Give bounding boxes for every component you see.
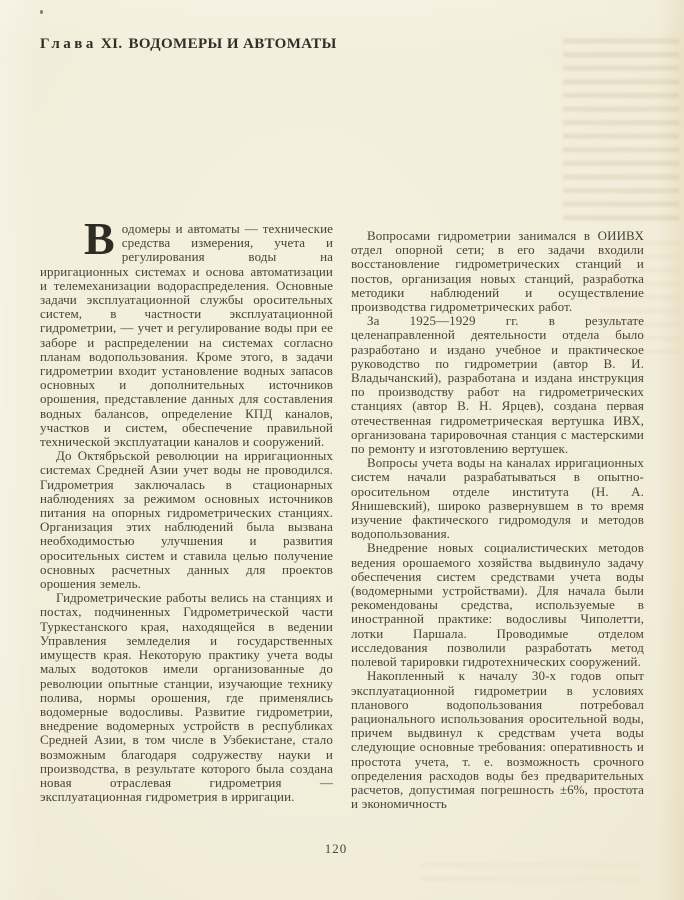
paragraph: До Октябрьской революции на ирригационных системах Средней Азии учет воды не проводился. Гидрометрия заключалась в стационарных наблюдениях за режимом основных источников питания на опорных гидрометрических станциях. Организация этих наблюдений была вызвана необходимостью улучшения и развития оросительных систем и ставила целью получение основных расчетных данных для проектов орошения земель.	[40, 448, 333, 592]
paragraph: Накопленный к началу 30-х годов опыт эксплуатационной гидрометрии в условиях планового водопользования потребовал рационального использования оросительной воды, причем выдвинул к средствам учета воды следующие основные требования: оперативность и простота учета, т. е. возможность срочного определения расходов воды без предварительных расчетов, допустимая погрешность ±6%, простота и экономичность	[351, 668, 644, 812]
chapter-word: Глава	[40, 36, 97, 52]
chapter-title: ВОДОМЕРЫ И АВТОМАТЫ	[128, 36, 337, 52]
paragraph: За 1925—1929 гг. в результате целенаправленной деятельности отдела было разработано и издано учебное и практическое руководство по гидрометрии (автор В. И. Владычанский), разработана и издана инструкция по производству работ на гидрометрических станциях (автор В. Н. Ярцев), создана первая отечественная гидрометрическая вертушка ИВХ, организована тарировочная станция с мастерскими по ремонту и изготовлению вертушек.	[351, 313, 644, 457]
page-number: 120	[324, 841, 348, 856]
paragraph: Вопросы учета воды на каналах ирригационных систем начали разрабатываться в опытно-оросительном отделе института (Н. А. Янишевский), широко развернувшем в то время изучение фактического гидромодуля и методов водопользования.	[351, 455, 644, 542]
paragraph: Гидрометрические работы велись на станциях и постах, подчиненных Гидрометрической части Туркестанского края, находящейся в ведении Управления земледелия и государственных имуществ края. Некоторую практику учета воды малых водотоков имели организованные до революции опытные станции, изучающие технику полива, нормы орошения, где применялись водомерные водосливы. Развитие гидрометрии, внедрение водомерных устройств в республиках Средней Азии, в том числе в Узбекистане, стало возможным благодаря содружеству науки и производства, в результате которого была создана новая отраслевая гидрометрия — эксплуатационная гидрометрия в ирригации.	[40, 590, 333, 805]
paragraph: Вопросами гидрометрии занимался в ОИИВХ отдел опорной сети; в его задачи входили восстановление гидрометрических станций и постов, организация новых станций, разработка методики наблюдений и осуществление производства гидрометрических работ.	[351, 228, 644, 315]
paragraph: Внедрение новых социалистических методов ведения орошаемого хозяйства выдвинуло задачу обеспечения систем средствами учета воды (водомерными устройствами). Для начала были рекомендованы средства, используемые в иностранной практике: водосливы Чиполетти, лотки Паршала. Проводимые отделом исследования позволили разработать метод полевой тарировки гидротехнических сооружений.	[351, 540, 644, 670]
chapter-number: XI.	[100, 36, 123, 52]
bleed-through-text	[563, 34, 679, 226]
left-column	[40, 213, 333, 805]
bleed-through-text	[420, 858, 640, 884]
drop-cap: В	[84, 213, 115, 264]
right-column	[351, 229, 644, 811]
chapter-heading	[40, 36, 337, 53]
paragraph-text: одомеры и автоматы — технические средства измерения, учета и регулирования воды на ирригационных системах и основа автоматизации и телемеханизации водораспределения. Основные задачи эксплуатационной службы оросительных систем, в частности эксплуатационной гидрометрии, — учет и регулирование воды при ее заборе и распределении на системах согласно планам водопользования. Кроме этого, в задачи гидрометрии входит установление водных запасов основных и дополнительных источников орошения, представление данных для составления водных балансов, определение КПД каналов, участков и систем, обеспечение правильной технической эксплуатации каналов и сооружений.	[40, 221, 333, 450]
scan-artifact-speck	[40, 10, 43, 14]
paragraph	[40, 213, 333, 450]
